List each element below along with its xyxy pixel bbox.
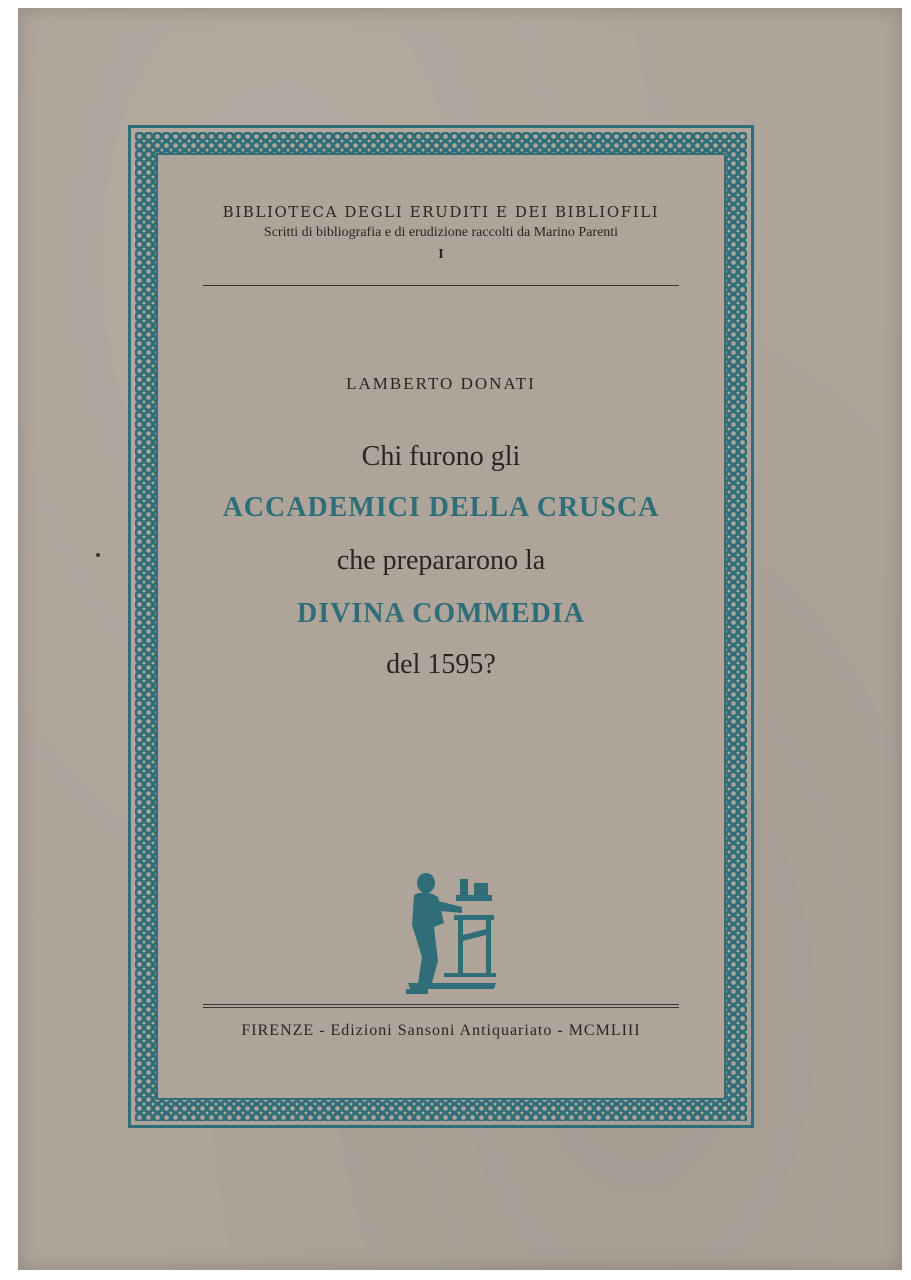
title-panel <box>156 153 726 1100</box>
title-line-5: del 1595? <box>386 649 496 680</box>
imprint-line: FIRENZE - Edizioni Sansoni Antiquariato - MCMLIII <box>241 1022 641 1039</box>
series-title: BIBLIOTECA DEGLI ERUDITI E DEI BIBLIOFILI <box>222 203 660 221</box>
bottom-rule-upper <box>203 1004 679 1005</box>
top-rule <box>203 285 679 286</box>
ornamental-frame <box>128 125 754 1128</box>
title-line-1: Chi furono gli <box>361 441 521 472</box>
series-subtitle: Scritti di bibliografia e di erudizione raccolti da Marino Parenti <box>263 225 619 240</box>
bottom-rule-lower <box>203 1007 679 1008</box>
series-number: I <box>438 247 444 262</box>
title-line-2: ACCADEMICI DELLA CRUSCA <box>222 492 660 523</box>
title-line-3: che prepararono la <box>336 545 546 576</box>
title-line-4: DIVINA COMMEDIA <box>297 598 585 629</box>
title-page-content <box>158 155 724 1098</box>
printer-at-press-vignette-icon <box>404 865 500 995</box>
paper-speck <box>96 553 100 557</box>
author-name: LAMBERTO DONATI <box>346 374 536 393</box>
book-cover <box>18 8 902 1270</box>
